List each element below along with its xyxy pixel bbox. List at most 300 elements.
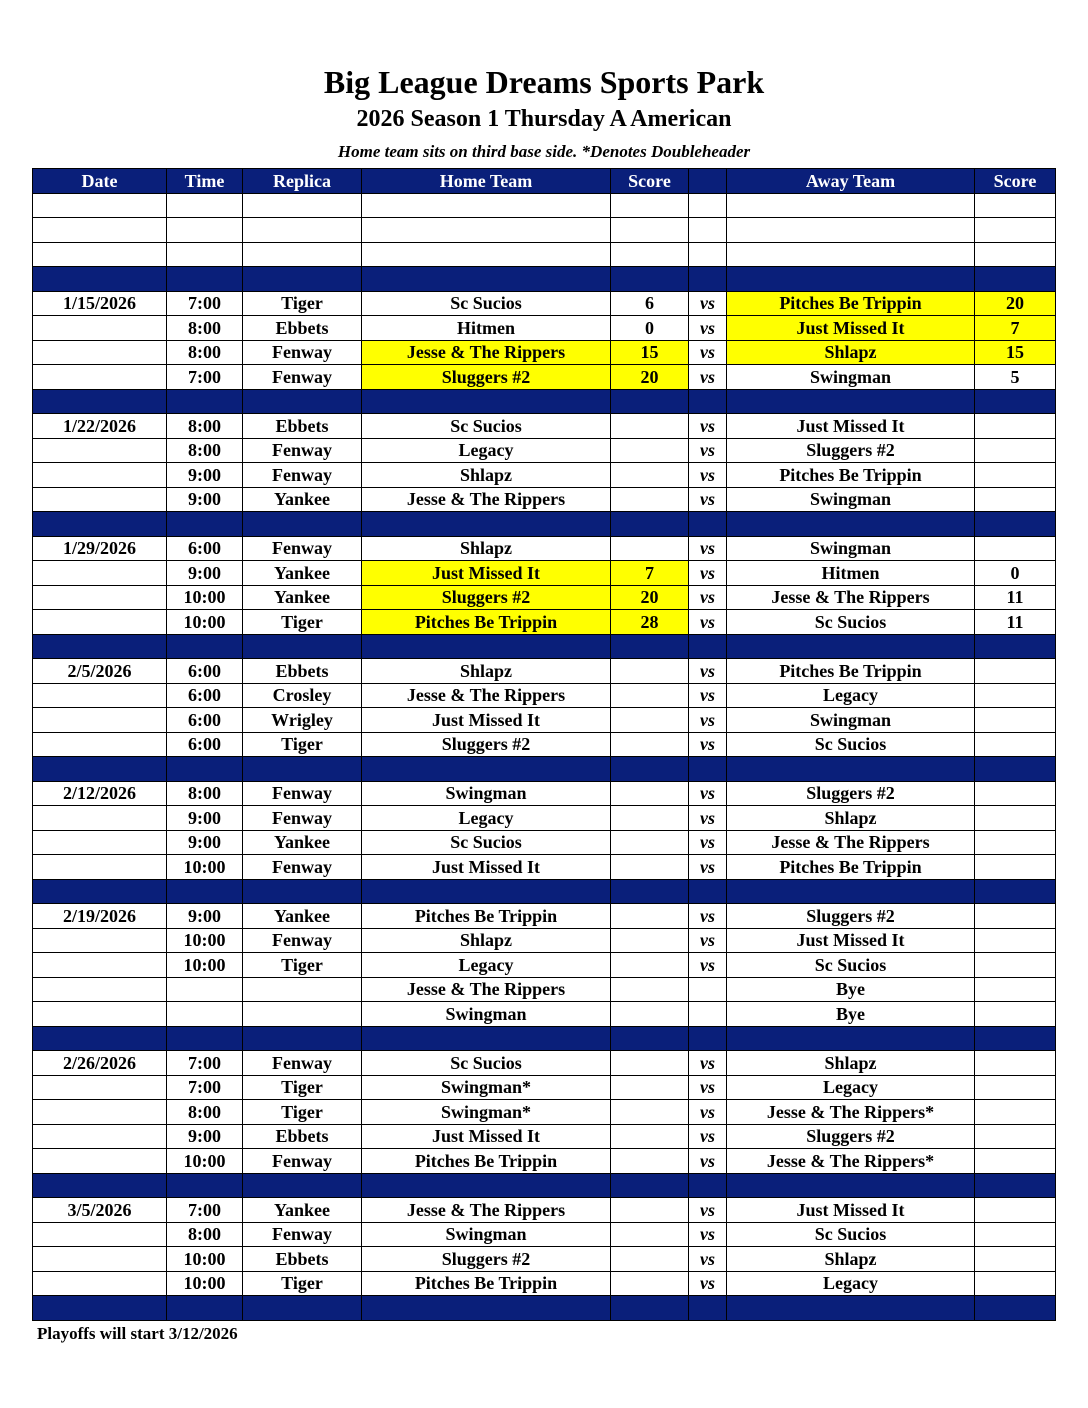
- time-cell: [167, 1173, 243, 1198]
- time-cell: [167, 977, 243, 1002]
- vs-cell: vs: [689, 1247, 727, 1272]
- vs-cell: [689, 1002, 727, 1027]
- week-separator-row: [33, 267, 1056, 292]
- home-score-cell: [611, 953, 689, 978]
- date-cell: [33, 585, 167, 610]
- home-team-cell: Sc Sucios: [362, 830, 611, 855]
- time-cell: 8:00: [167, 1100, 243, 1125]
- col-header-away-score: Score: [975, 169, 1056, 194]
- home-score-cell: [611, 708, 689, 733]
- away-team-cell: [727, 1173, 975, 1198]
- vs-cell: vs: [689, 1100, 727, 1125]
- date-cell: [33, 218, 167, 243]
- away-team-cell: Jesse & The Rippers: [727, 585, 975, 610]
- replica-cell: Yankee: [243, 904, 362, 929]
- replica-cell: [243, 1026, 362, 1051]
- date-cell: [33, 928, 167, 953]
- date-cell: [33, 389, 167, 414]
- game-row: [33, 928, 1056, 953]
- replica-cell: Fenway: [243, 1051, 362, 1076]
- vs-cell: vs: [689, 561, 727, 586]
- time-cell: 7:00: [167, 1051, 243, 1076]
- header-row: [33, 169, 1056, 194]
- home-team-cell: Legacy: [362, 806, 611, 831]
- replica-cell: [243, 634, 362, 659]
- empty-row: [33, 193, 1056, 218]
- game-row: [33, 1222, 1056, 1247]
- home-team-cell: Jesse & The Rippers: [362, 683, 611, 708]
- time-cell: 9:00: [167, 806, 243, 831]
- date-cell: [33, 365, 167, 390]
- game-row: [33, 1149, 1056, 1174]
- away-score-cell: [975, 732, 1056, 757]
- date-cell: [33, 634, 167, 659]
- away-score-cell: [975, 781, 1056, 806]
- home-score-cell: [611, 1271, 689, 1296]
- home-team-cell: [362, 512, 611, 537]
- game-row: [33, 904, 1056, 929]
- game-row: [33, 1051, 1056, 1076]
- vs-cell: vs: [689, 487, 727, 512]
- vs-cell: vs: [689, 585, 727, 610]
- away-team-cell: [727, 193, 975, 218]
- away-score-cell: [975, 1198, 1056, 1223]
- vs-cell: [689, 757, 727, 782]
- date-cell: [33, 193, 167, 218]
- vs-cell: [689, 879, 727, 904]
- game-row: [33, 708, 1056, 733]
- away-score-cell: [975, 953, 1056, 978]
- away-team-cell: Sc Sucios: [727, 732, 975, 757]
- home-score-cell: [611, 1173, 689, 1198]
- home-team-cell: [362, 1173, 611, 1198]
- away-team-cell: Jesse & The Rippers*: [727, 1100, 975, 1125]
- away-score-cell: [975, 708, 1056, 733]
- home-team-cell: Shlapz: [362, 536, 611, 561]
- time-cell: 8:00: [167, 316, 243, 341]
- home-score-cell: [611, 1222, 689, 1247]
- time-cell: 9:00: [167, 561, 243, 586]
- game-row: [33, 659, 1056, 684]
- home-team-cell: Just Missed It: [362, 855, 611, 880]
- date-cell: [33, 683, 167, 708]
- away-team-cell: Pitches Be Trippin: [727, 463, 975, 488]
- time-cell: 10:00: [167, 1149, 243, 1174]
- vs-cell: vs: [689, 953, 727, 978]
- game-row: [33, 585, 1056, 610]
- home-team-cell: [362, 879, 611, 904]
- home-team-cell: Jesse & The Rippers: [362, 340, 611, 365]
- time-cell: [167, 1002, 243, 1027]
- game-row: [33, 953, 1056, 978]
- home-score-cell: [611, 659, 689, 684]
- away-score-cell: [975, 193, 1056, 218]
- date-cell: [33, 1222, 167, 1247]
- home-team-cell: Swingman*: [362, 1075, 611, 1100]
- date-cell: 2/26/2026: [33, 1051, 167, 1076]
- replica-cell: [243, 267, 362, 292]
- away-score-cell: [975, 414, 1056, 439]
- away-team-cell: Pitches Be Trippin: [727, 855, 975, 880]
- time-cell: [167, 634, 243, 659]
- replica-cell: [243, 218, 362, 243]
- vs-cell: vs: [689, 463, 727, 488]
- replica-cell: Fenway: [243, 806, 362, 831]
- replica-cell: [243, 512, 362, 537]
- home-team-cell: [362, 242, 611, 267]
- replica-cell: Yankee: [243, 830, 362, 855]
- away-score-cell: [975, 806, 1056, 831]
- home-score-cell: [611, 855, 689, 880]
- replica-cell: Tiger: [243, 1100, 362, 1125]
- date-cell: [33, 1271, 167, 1296]
- away-team-cell: Jesse & The Rippers*: [727, 1149, 975, 1174]
- away-score-cell: [975, 1124, 1056, 1149]
- vs-cell: [689, 1296, 727, 1321]
- replica-cell: Tiger: [243, 732, 362, 757]
- home-team-cell: Sluggers #2: [362, 1247, 611, 1272]
- home-team-cell: Sluggers #2: [362, 732, 611, 757]
- replica-cell: [243, 879, 362, 904]
- away-score-cell: [975, 904, 1056, 929]
- date-cell: 2/12/2026: [33, 781, 167, 806]
- replica-cell: Fenway: [243, 536, 362, 561]
- away-score-cell: [975, 242, 1056, 267]
- time-cell: 8:00: [167, 414, 243, 439]
- date-cell: [33, 512, 167, 537]
- time-cell: 9:00: [167, 463, 243, 488]
- date-cell: [33, 1100, 167, 1125]
- time-cell: 7:00: [167, 291, 243, 316]
- vs-cell: vs: [689, 291, 727, 316]
- away-score-cell: [975, 389, 1056, 414]
- date-cell: [33, 977, 167, 1002]
- game-row: [33, 683, 1056, 708]
- game-row: [33, 536, 1056, 561]
- home-team-cell: Just Missed It: [362, 561, 611, 586]
- home-team-cell: Shlapz: [362, 463, 611, 488]
- game-row: [33, 806, 1056, 831]
- vs-cell: vs: [689, 904, 727, 929]
- time-cell: [167, 1296, 243, 1321]
- away-score-cell: [975, 1100, 1056, 1125]
- vs-cell: vs: [689, 414, 727, 439]
- date-cell: 2/5/2026: [33, 659, 167, 684]
- away-team-cell: Bye: [727, 1002, 975, 1027]
- replica-cell: Fenway: [243, 928, 362, 953]
- home-team-cell: [362, 267, 611, 292]
- replica-cell: Fenway: [243, 855, 362, 880]
- game-row: [33, 340, 1056, 365]
- away-team-cell: Just Missed It: [727, 414, 975, 439]
- away-score-cell: [975, 463, 1056, 488]
- time-cell: [167, 193, 243, 218]
- replica-cell: Yankee: [243, 487, 362, 512]
- vs-cell: vs: [689, 316, 727, 341]
- replica-cell: [243, 1002, 362, 1027]
- home-team-cell: Sluggers #2: [362, 365, 611, 390]
- home-team-cell: Jesse & The Rippers: [362, 1198, 611, 1223]
- away-score-cell: [975, 1026, 1056, 1051]
- home-score-cell: [611, 1002, 689, 1027]
- home-score-cell: [611, 218, 689, 243]
- home-score-cell: [611, 438, 689, 463]
- home-score-cell: 6: [611, 291, 689, 316]
- replica-cell: Ebbets: [243, 659, 362, 684]
- replica-cell: Tiger: [243, 1271, 362, 1296]
- vs-cell: [689, 1026, 727, 1051]
- away-team-cell: Swingman: [727, 536, 975, 561]
- week-separator-row: [33, 879, 1056, 904]
- game-row: [33, 1198, 1056, 1223]
- date-cell: [33, 1124, 167, 1149]
- time-cell: 10:00: [167, 855, 243, 880]
- home-team-cell: [362, 1026, 611, 1051]
- date-cell: [33, 708, 167, 733]
- vs-cell: [689, 267, 727, 292]
- vs-cell: vs: [689, 928, 727, 953]
- away-team-cell: [727, 242, 975, 267]
- home-team-cell: Hitmen: [362, 316, 611, 341]
- vs-cell: vs: [689, 1198, 727, 1223]
- away-team-cell: [727, 512, 975, 537]
- home-team-cell: Sluggers #2: [362, 585, 611, 610]
- home-team-cell: Swingman: [362, 1002, 611, 1027]
- away-team-cell: [727, 267, 975, 292]
- away-score-cell: [975, 928, 1056, 953]
- home-score-cell: 20: [611, 585, 689, 610]
- time-cell: 7:00: [167, 1075, 243, 1100]
- vs-cell: vs: [689, 1149, 727, 1174]
- time-cell: 7:00: [167, 365, 243, 390]
- replica-cell: Tiger: [243, 953, 362, 978]
- game-row: [33, 830, 1056, 855]
- away-team-cell: Pitches Be Trippin: [727, 291, 975, 316]
- time-cell: 10:00: [167, 1271, 243, 1296]
- replica-cell: Wrigley: [243, 708, 362, 733]
- home-team-cell: [362, 389, 611, 414]
- home-score-cell: [611, 1124, 689, 1149]
- away-score-cell: [975, 438, 1056, 463]
- away-score-cell: [975, 1149, 1056, 1174]
- game-row: [33, 781, 1056, 806]
- away-score-cell: 20: [975, 291, 1056, 316]
- vs-cell: [689, 389, 727, 414]
- replica-cell: Fenway: [243, 1222, 362, 1247]
- time-cell: [167, 879, 243, 904]
- home-score-cell: [611, 1075, 689, 1100]
- home-team-cell: Jesse & The Rippers: [362, 977, 611, 1002]
- game-row: [33, 463, 1056, 488]
- home-score-cell: 7: [611, 561, 689, 586]
- away-team-cell: [727, 757, 975, 782]
- empty-row: [33, 218, 1056, 243]
- vs-cell: vs: [689, 732, 727, 757]
- vs-cell: vs: [689, 683, 727, 708]
- game-row: [33, 1124, 1056, 1149]
- home-score-cell: [611, 1198, 689, 1223]
- replica-cell: Fenway: [243, 463, 362, 488]
- replica-cell: [243, 389, 362, 414]
- home-score-cell: [611, 1296, 689, 1321]
- replica-cell: [243, 193, 362, 218]
- home-team-cell: [362, 218, 611, 243]
- away-team-cell: Sluggers #2: [727, 1124, 975, 1149]
- time-cell: 6:00: [167, 708, 243, 733]
- away-team-cell: Just Missed It: [727, 316, 975, 341]
- time-cell: 6:00: [167, 732, 243, 757]
- time-cell: 8:00: [167, 438, 243, 463]
- away-score-cell: [975, 659, 1056, 684]
- date-cell: [33, 242, 167, 267]
- date-cell: [33, 757, 167, 782]
- time-cell: 6:00: [167, 536, 243, 561]
- away-score-cell: [975, 512, 1056, 537]
- away-team-cell: Legacy: [727, 683, 975, 708]
- away-score-cell: [975, 977, 1056, 1002]
- home-team-cell: Sc Sucios: [362, 1051, 611, 1076]
- away-team-cell: Shlapz: [727, 806, 975, 831]
- game-row: [33, 291, 1056, 316]
- date-cell: [33, 732, 167, 757]
- date-cell: [33, 1247, 167, 1272]
- away-score-cell: 15: [975, 340, 1056, 365]
- home-team-cell: [362, 193, 611, 218]
- home-score-cell: [611, 414, 689, 439]
- replica-cell: [243, 757, 362, 782]
- vs-cell: [689, 242, 727, 267]
- time-cell: [167, 512, 243, 537]
- away-team-cell: Legacy: [727, 1075, 975, 1100]
- date-cell: [33, 1075, 167, 1100]
- home-score-cell: [611, 536, 689, 561]
- vs-cell: vs: [689, 438, 727, 463]
- time-cell: [167, 267, 243, 292]
- away-score-cell: [975, 1075, 1056, 1100]
- away-score-cell: [975, 1002, 1056, 1027]
- date-cell: [33, 561, 167, 586]
- date-cell: [33, 267, 167, 292]
- date-cell: [33, 1296, 167, 1321]
- game-row: [33, 1100, 1056, 1125]
- vs-cell: vs: [689, 806, 727, 831]
- col-header-time: Time: [167, 169, 243, 194]
- away-team-cell: [727, 218, 975, 243]
- vs-cell: vs: [689, 1124, 727, 1149]
- time-cell: 7:00: [167, 1198, 243, 1223]
- home-team-cell: Pitches Be Trippin: [362, 1149, 611, 1174]
- vs-cell: vs: [689, 830, 727, 855]
- away-score-cell: [975, 683, 1056, 708]
- home-score-cell: [611, 683, 689, 708]
- vs-cell: vs: [689, 340, 727, 365]
- away-score-cell: 11: [975, 610, 1056, 635]
- vs-cell: vs: [689, 536, 727, 561]
- away-score-cell: 7: [975, 316, 1056, 341]
- time-cell: [167, 218, 243, 243]
- time-cell: 10:00: [167, 1247, 243, 1272]
- home-score-cell: [611, 879, 689, 904]
- game-row: [33, 732, 1056, 757]
- home-team-cell: Swingman*: [362, 1100, 611, 1125]
- game-row: [33, 561, 1056, 586]
- away-team-cell: Sc Sucios: [727, 610, 975, 635]
- away-team-cell: Hitmen: [727, 561, 975, 586]
- game-row: [33, 977, 1056, 1002]
- vs-cell: [689, 977, 727, 1002]
- replica-cell: Fenway: [243, 438, 362, 463]
- date-cell: [33, 879, 167, 904]
- week-separator-row: [33, 1173, 1056, 1198]
- away-team-cell: Sluggers #2: [727, 781, 975, 806]
- replica-cell: Ebbets: [243, 316, 362, 341]
- home-score-cell: 0: [611, 316, 689, 341]
- home-score-cell: [611, 977, 689, 1002]
- time-cell: 6:00: [167, 659, 243, 684]
- home-team-cell: Just Missed It: [362, 1124, 611, 1149]
- away-team-cell: Swingman: [727, 708, 975, 733]
- away-team-cell: Shlapz: [727, 1051, 975, 1076]
- vs-cell: vs: [689, 855, 727, 880]
- time-cell: 8:00: [167, 340, 243, 365]
- home-score-cell: [611, 806, 689, 831]
- time-cell: 9:00: [167, 487, 243, 512]
- away-team-cell: Just Missed It: [727, 1198, 975, 1223]
- away-score-cell: 11: [975, 585, 1056, 610]
- home-score-cell: [611, 242, 689, 267]
- away-score-cell: 0: [975, 561, 1056, 586]
- home-team-cell: Pitches Be Trippin: [362, 1271, 611, 1296]
- home-score-cell: [611, 830, 689, 855]
- home-score-cell: [611, 904, 689, 929]
- vs-cell: vs: [689, 365, 727, 390]
- date-cell: [33, 806, 167, 831]
- vs-cell: vs: [689, 1222, 727, 1247]
- away-team-cell: [727, 1026, 975, 1051]
- col-header-date: Date: [33, 169, 167, 194]
- replica-cell: Yankee: [243, 1198, 362, 1223]
- replica-cell: Ebbets: [243, 414, 362, 439]
- col-header-replica: Replica: [243, 169, 362, 194]
- replica-cell: Fenway: [243, 365, 362, 390]
- replica-cell: [243, 1173, 362, 1198]
- week-separator-row: [33, 757, 1056, 782]
- date-cell: [33, 463, 167, 488]
- away-team-cell: Shlapz: [727, 1247, 975, 1272]
- replica-cell: Fenway: [243, 781, 362, 806]
- vs-cell: vs: [689, 781, 727, 806]
- away-team-cell: [727, 879, 975, 904]
- away-score-cell: [975, 1051, 1056, 1076]
- date-cell: 2/19/2026: [33, 904, 167, 929]
- date-cell: [33, 438, 167, 463]
- home-team-cell: Swingman: [362, 1222, 611, 1247]
- week-separator-row: [33, 634, 1056, 659]
- date-cell: 1/22/2026: [33, 414, 167, 439]
- vs-cell: vs: [689, 610, 727, 635]
- away-score-cell: [975, 1222, 1056, 1247]
- vs-cell: [689, 218, 727, 243]
- home-team-cell: Legacy: [362, 953, 611, 978]
- schedule-note: Home team sits on third base side. *Denotes Doubleheader: [337, 142, 751, 161]
- away-team-cell: Bye: [727, 977, 975, 1002]
- schedule-table: [32, 168, 1056, 1321]
- away-team-cell: [727, 389, 975, 414]
- time-cell: [167, 242, 243, 267]
- home-team-cell: Jesse & The Rippers: [362, 487, 611, 512]
- away-score-cell: [975, 1271, 1056, 1296]
- date-cell: [33, 855, 167, 880]
